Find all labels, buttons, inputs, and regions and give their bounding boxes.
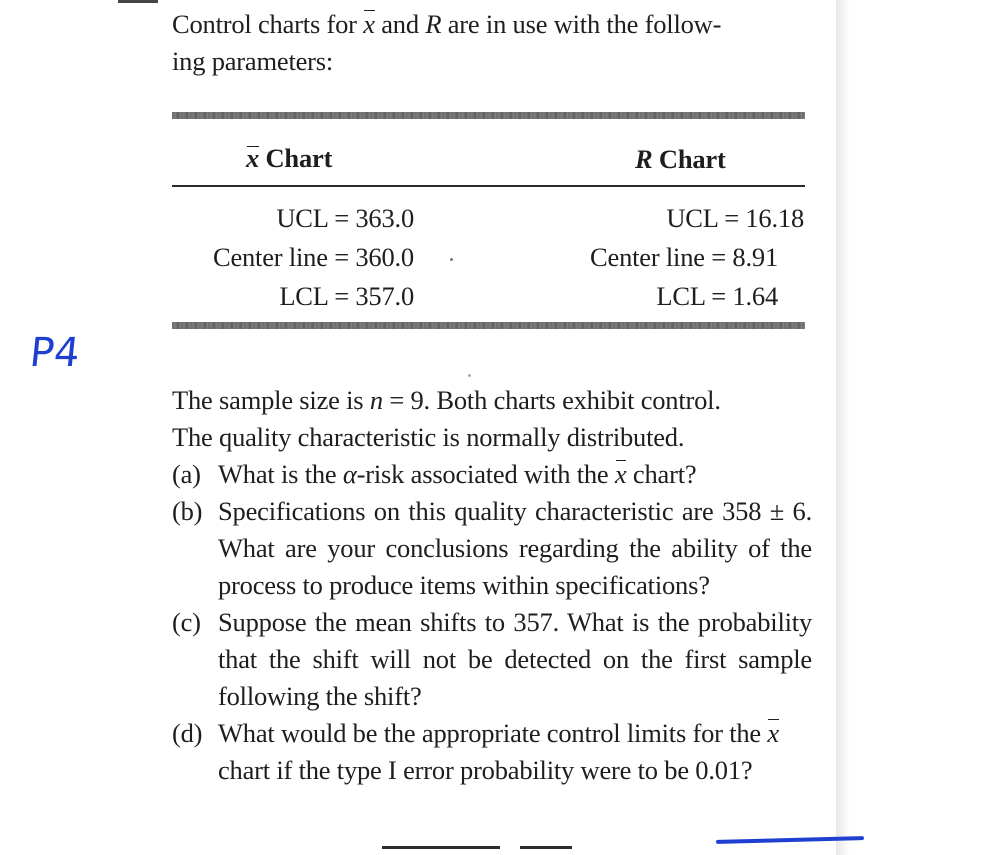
body-line: The sample size is n = 9. Both charts exhibit control. bbox=[172, 385, 721, 415]
x-chart-ucl: UCL = 363.0 bbox=[276, 203, 414, 233]
x-bar-symbol: x bbox=[363, 6, 375, 43]
intro-text: Control charts for bbox=[172, 9, 364, 39]
intro-text: and bbox=[374, 9, 426, 39]
table-top-rule bbox=[172, 112, 805, 119]
question-d: (d) What would be the appropriate control limits for the x chart if the type I error probability were to be 0.01? bbox=[172, 715, 812, 789]
scan-speck bbox=[450, 258, 453, 261]
alpha-symbol: α bbox=[342, 459, 357, 489]
x-bar-symbol: x bbox=[615, 456, 627, 493]
x-chart-lcl: LCL = 357.0 bbox=[279, 281, 414, 311]
x-chart-header bbox=[246, 142, 332, 174]
question-label: (b) bbox=[172, 496, 203, 526]
question-text: Specifications on this quality characteristic are 358 ± 6. What are your conclusions regarding the ability of the process to produce items within specifications? bbox=[218, 496, 812, 600]
header-label: Chart bbox=[259, 143, 333, 173]
scan-speck bbox=[468, 374, 471, 377]
question-c bbox=[172, 604, 812, 715]
table-bottom-rule bbox=[172, 322, 805, 329]
question-b bbox=[172, 493, 812, 604]
r-chart-center-line: Center line = 8.91 bbox=[590, 242, 778, 272]
body-line: The quality characteristic is normally distributed. bbox=[172, 422, 685, 452]
r-chart-header bbox=[635, 143, 726, 175]
problem-body bbox=[172, 382, 812, 789]
x-chart-center-line: Center line = 360.0 bbox=[212, 242, 414, 272]
intro-paragraph bbox=[172, 6, 812, 80]
n-symbol: n bbox=[369, 385, 383, 415]
r-symbol: R bbox=[635, 144, 653, 174]
handwritten-note: P4 bbox=[27, 330, 82, 376]
intro-text: are in use with the follow- bbox=[441, 9, 722, 39]
r-chart-lcl: LCL = 1.64 bbox=[656, 281, 778, 311]
top-edge-mark bbox=[118, 0, 158, 3]
r-chart-ucl: UCL = 16.18 bbox=[666, 203, 804, 233]
question-a: (a) What is the α-risk associated with the x chart? bbox=[172, 456, 812, 493]
question-text: Suppose the mean shifts to 357. What is the probability that the shift will not be detected on the first sample following the shift? bbox=[218, 607, 812, 711]
table-header-rule bbox=[172, 185, 805, 187]
question-label: (c) bbox=[172, 607, 201, 637]
x-bar-symbol: x bbox=[767, 715, 779, 752]
header-label: Chart bbox=[652, 144, 726, 174]
x-bar-symbol: x bbox=[246, 143, 260, 173]
question-label: (a) bbox=[172, 459, 201, 489]
scan-bottom-mark bbox=[520, 846, 572, 849]
page-edge-shadow bbox=[836, 0, 850, 855]
r-symbol: R bbox=[425, 9, 442, 39]
scan-bottom-mark bbox=[382, 846, 500, 849]
question-label: (d) bbox=[172, 718, 203, 748]
intro-text: ing parameters: bbox=[172, 46, 334, 76]
